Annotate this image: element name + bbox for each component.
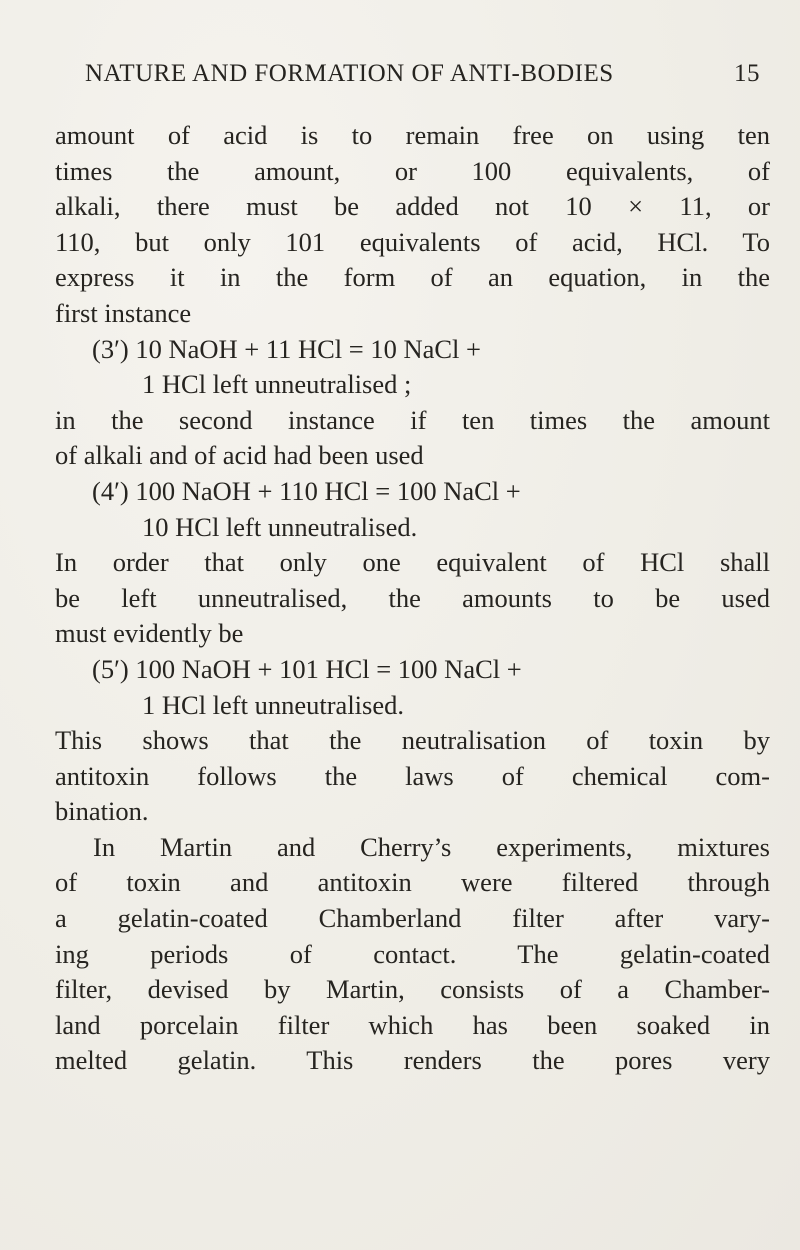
- paragraph-start: In Martin and Cherry’s experiments, mixtures: [93, 831, 770, 862]
- text-line: 110, but only 101 equivalents of acid, HCl. To: [55, 226, 770, 257]
- text-line: amount of acid is to remain free on using ten: [55, 120, 770, 150]
- text-line: alkali, there must be added not 10 × 11, or: [55, 191, 770, 222]
- equation-5: (5′) 100 NaOH + 101 HCl = 100 NaCl +: [92, 653, 522, 684]
- text-line: bination.: [55, 796, 149, 827]
- equation-5-continued: 1 HCl left unneutralised.: [142, 689, 404, 720]
- text-line: filter, devised by Martin, consists of a Chamber-: [55, 974, 770, 1005]
- text-line: times the amount, or 100 equivalents, of: [55, 155, 770, 186]
- text-line: antitoxin follows the laws of chemical com-: [55, 760, 770, 791]
- page-number: 15: [734, 60, 760, 87]
- running-header: [85, 60, 760, 88]
- text-line: In order that only one equivalent of HCl shall: [55, 547, 770, 578]
- text-line: express it in the form of an equation, in the: [55, 262, 770, 293]
- text-line: This shows that the neutralisation of toxin by: [55, 725, 770, 756]
- equation-4-continued: 10 HCl left unneutralised.: [142, 511, 418, 542]
- equation-4: (4′) 100 NaOH + 110 HCl = 100 NaCl +: [92, 475, 521, 506]
- equation-3-continued: 1 HCl left unneutralised ;: [142, 369, 412, 400]
- text-line: a gelatin-coated Chamberland filter after vary-: [55, 903, 770, 934]
- equation-3: (3′) 10 NaOH + 11 HCl = 10 NaCl +: [92, 333, 481, 364]
- body-text: [55, 118, 770, 1079]
- text-line: melted gelatin. This renders the pores very: [55, 1045, 770, 1076]
- text-line: first instance: [55, 297, 192, 328]
- text-line: be left unneutralised, the amounts to be used: [55, 582, 770, 613]
- text-line: ing periods of contact. The gelatin-coated: [55, 938, 770, 969]
- text-line: of toxin and antitoxin were filtered through: [55, 867, 770, 898]
- running-title: NATURE AND FORMATION OF ANTI-BODIES: [85, 60, 614, 87]
- text-line: must evidently be: [55, 618, 244, 649]
- text-line: land porcelain filter which has been soaked in: [55, 1009, 770, 1040]
- text-line: of alkali and of acid had been used: [55, 440, 424, 471]
- text-line: in the second instance if ten times the amount: [55, 404, 770, 435]
